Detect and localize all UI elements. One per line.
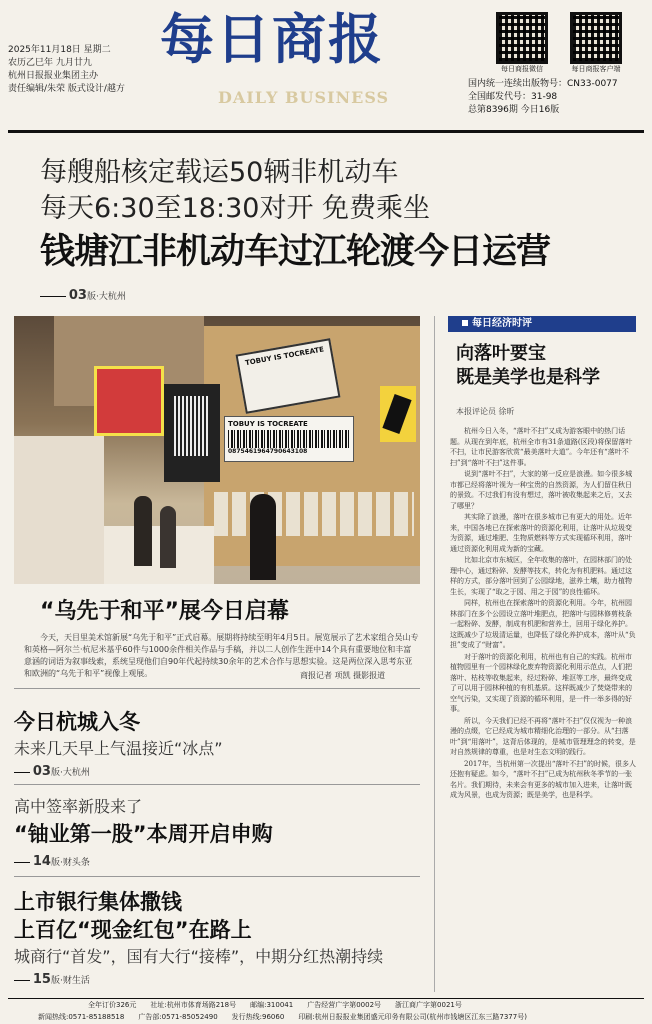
sponsor: 杭州日报报业集团主办 [8, 71, 99, 81]
qr-icon [496, 12, 548, 64]
page-number: 03 [32, 764, 51, 779]
page-section: 版·财头条 [50, 858, 90, 868]
divider [14, 688, 420, 689]
feature-body: 今天，天目里美术馆新展“乌先于和平”正式启幕。展期将持续至明年4月5日。展览展示了艺术家组合吴山专和英格—阿尔兰·杭尼米基乎60件与1000余件相关作品与手稿，并以二人创作生涯中14个具有重要地位和丰富意涵的词语为叙事线索，系统呈现他们自90年代起持续30余年的艺术合作与思想实验。这是两位深入思考东亚和欧洲的“乌先于和平”视像上观展。 [24, 633, 419, 678]
masthead-divider [8, 130, 644, 133]
paragraph: 所以，今天我们已经不再将“落叶不扫”仅仅视为一种浪漫的点缀，它已经成为城市精细化治理的一部分。从“扫落叶”到“用落叶”，这背后体现的，是城市管理理念的转变，是对自然规律的尊重，也是对生态文明的践行。 [450, 716, 636, 756]
column-tag-label: 每日经济时评 [472, 318, 532, 329]
footer-price: 全年订价326元 [88, 1001, 137, 1009]
issue-number: 总第8396期 今日16版 [468, 105, 560, 115]
footer-distribution: 发行热线:96060 [231, 1013, 285, 1021]
column-divider [434, 316, 435, 992]
footer-ad-phone: 广告部:0571-85052490 [138, 1013, 218, 1021]
story3-kicker: 高中签率新股来了 [14, 797, 143, 816]
postal-code: 全国邮发代号：31-98 [468, 92, 558, 102]
page-number: 14 [32, 854, 51, 869]
newspaper-title: 每日商报 [160, 7, 384, 71]
page-section: 版·大杭州 [50, 768, 90, 778]
qr-code-wechat[interactable] [496, 12, 552, 74]
newspaper-title-en: DAILY BUSINESS [218, 88, 390, 107]
editors: 责任编辑/朱荣 版式设计/越方 [8, 84, 125, 94]
footer-line-1 [8, 999, 644, 1011]
page-reference[interactable] [14, 764, 90, 779]
story2-subhead: 未来几天早上气温接近“冰点” [14, 739, 223, 758]
qr-icon [570, 12, 622, 64]
qr-caption: 每日商报微信 [501, 65, 543, 73]
lead-subhead-1: 每艘船核定载运50辆非机动车 [40, 157, 399, 188]
page-reference[interactable] [14, 972, 90, 987]
footer-postcode: 邮编:310041 [250, 1001, 294, 1009]
page-reference[interactable] [40, 288, 126, 303]
artwork-sign-2: TOBUY IS TOCREATE [228, 420, 308, 428]
exhibition-photo [14, 316, 420, 584]
issue-date: 2025年11月18日 星期二 [8, 45, 111, 55]
commentary-title[interactable] [456, 342, 600, 390]
lunar-date: 农历乙巳年 九月廿九 [8, 58, 92, 68]
square-icon [462, 320, 468, 326]
lead-subhead-2: 每天6:30至18:30对开 免费乘坐 [40, 193, 431, 224]
paragraph: 其实除了浪漫，落叶在很多城市已有更大的用处。近年来，中国各地已在探索落叶的资源化利用，让落叶从垃圾变为资源，通过堆肥、生物质燃料等方式实现循环利用，落叶通过资源化利用成为新的宝藏。 [450, 513, 632, 553]
divider [14, 876, 420, 877]
paragraph: 比如北京市东城区，全年收集的落叶，在园林部门的处理中心，通过粉碎、发酵等技术，转化为有机肥料。通过这样的方式，部分落叶回到了公园绿地，滋养土壤，助力植物生长，实现了“取之于园、用之于园”的良性循环。 [450, 556, 632, 596]
footer-license-2: 浙江商广字第0021号 [395, 1001, 462, 1009]
footer-news-hotline: 新闻热线:0571-85188518 [38, 1013, 125, 1021]
column-tag [448, 316, 636, 332]
footer-license-1: 广告经营广字第0002号 [307, 1001, 382, 1009]
page-number: 15 [32, 972, 51, 987]
footer-address: 社址:杭州市体育场路218号 [150, 1001, 237, 1009]
story2-headline[interactable]: 今日杭城入冬 [14, 710, 140, 734]
qr-code-app[interactable] [570, 12, 626, 74]
feature-title[interactable]: “乌先于和平”展今日启幕 [40, 599, 289, 624]
paragraph: 同样，杭州也在探索落叶的资源化利用。今年，杭州园林部门在多个公园设立落叶堆肥点，把落叶与园林修剪枝条一起粉碎、发酵，制成有机肥和营养土，回用于绿化养护。这既减少了垃圾清运量，也降低了绿化养护成本，落叶从“负担”变成了“财富”。 [450, 599, 636, 649]
footer-printer: 印刷:杭州日报报业集团盛元印务有限公司(杭州市钱塘区江东三路7377号) [298, 1013, 527, 1021]
paragraph: 说到“落叶不扫”，大家的第一反应是浪漫。如今很多城市都已经将落叶视为一种宝贵的自然资源，为人们留住秋日的景致。不过我们有没有想过，落叶被收集起来之后，又去了哪里？ [450, 470, 633, 510]
page-section: 版·大杭州 [86, 292, 126, 302]
paragraph: 2017年，当杭州第一次提出“落叶不扫”的时候，很多人还抱有疑虑。如今，“落叶不扫”已成为杭州秋冬季节的一张名片。我们期待，未来会有更多的城市加入进来，让落叶既成为风景，也成为资源；既是美学，也是科学。 [450, 759, 636, 799]
photo-credit: 商报记者 项凯 摄影报道 [300, 671, 386, 680]
story4-headline-2[interactable]: 上百亿“现金红包”在路上 [14, 918, 252, 942]
masthead-info [8, 44, 125, 96]
page-number: 03 [68, 288, 87, 303]
commentary-title-line2: 既是美学也是科学 [456, 367, 600, 388]
footer-line-2 [8, 1011, 644, 1023]
barcode-number: 0875461964790643108 [228, 448, 308, 455]
paragraph: 杭州今日入冬，“落叶不扫”又成为游客眼中的热门话题。从现在到年底，杭州全市有31条道路(区段)将保留落叶不扫，让市民游客欣赏“最美落叶大道”。今年还有“落叶不扫”到“落叶不扫”这件事。 [450, 427, 633, 467]
page-reference[interactable] [14, 854, 90, 869]
artwork-sign-1: TOBUY IS TOCREATE [244, 345, 325, 368]
lead-headline[interactable]: 钱塘江非机动车过江轮渡今日运营 [40, 232, 551, 272]
qr-caption: 每日商报客户端 [571, 65, 621, 73]
page-section: 版·财生活 [50, 976, 90, 986]
issn: 国内统一连续出版物号：CN33-0077 [468, 79, 618, 89]
publication-numbers [468, 78, 618, 117]
commentary-body [450, 426, 638, 982]
commentary-author: 本报评论员 徐昕 [456, 407, 515, 416]
divider [14, 784, 420, 785]
story4-subhead: 城商行“首发”，国有大行“接棒”，中期分红热潮持续 [14, 947, 384, 966]
commentary-title-line1: 向落叶要宝 [456, 343, 546, 364]
story3-headline[interactable]: “铀业第一股”本周开启申购 [14, 822, 273, 846]
story4-headline-1[interactable]: 上市银行集体撒钱 [14, 890, 182, 914]
footer [8, 998, 644, 1023]
paragraph: 对于落叶的资源化利用，杭州也有自己的实践。杭州市植物园里有一个园林绿化废弃物资源化利用示范点，人们把落叶、枯枝等收集起来，经过粉碎、堆沤等工序，最终变成了可以用于园林种植的有机基质。这样既减少了焚烧带来的空气污染，又实现了资源的循环利用，是一件一举多得的好事。 [450, 652, 632, 713]
